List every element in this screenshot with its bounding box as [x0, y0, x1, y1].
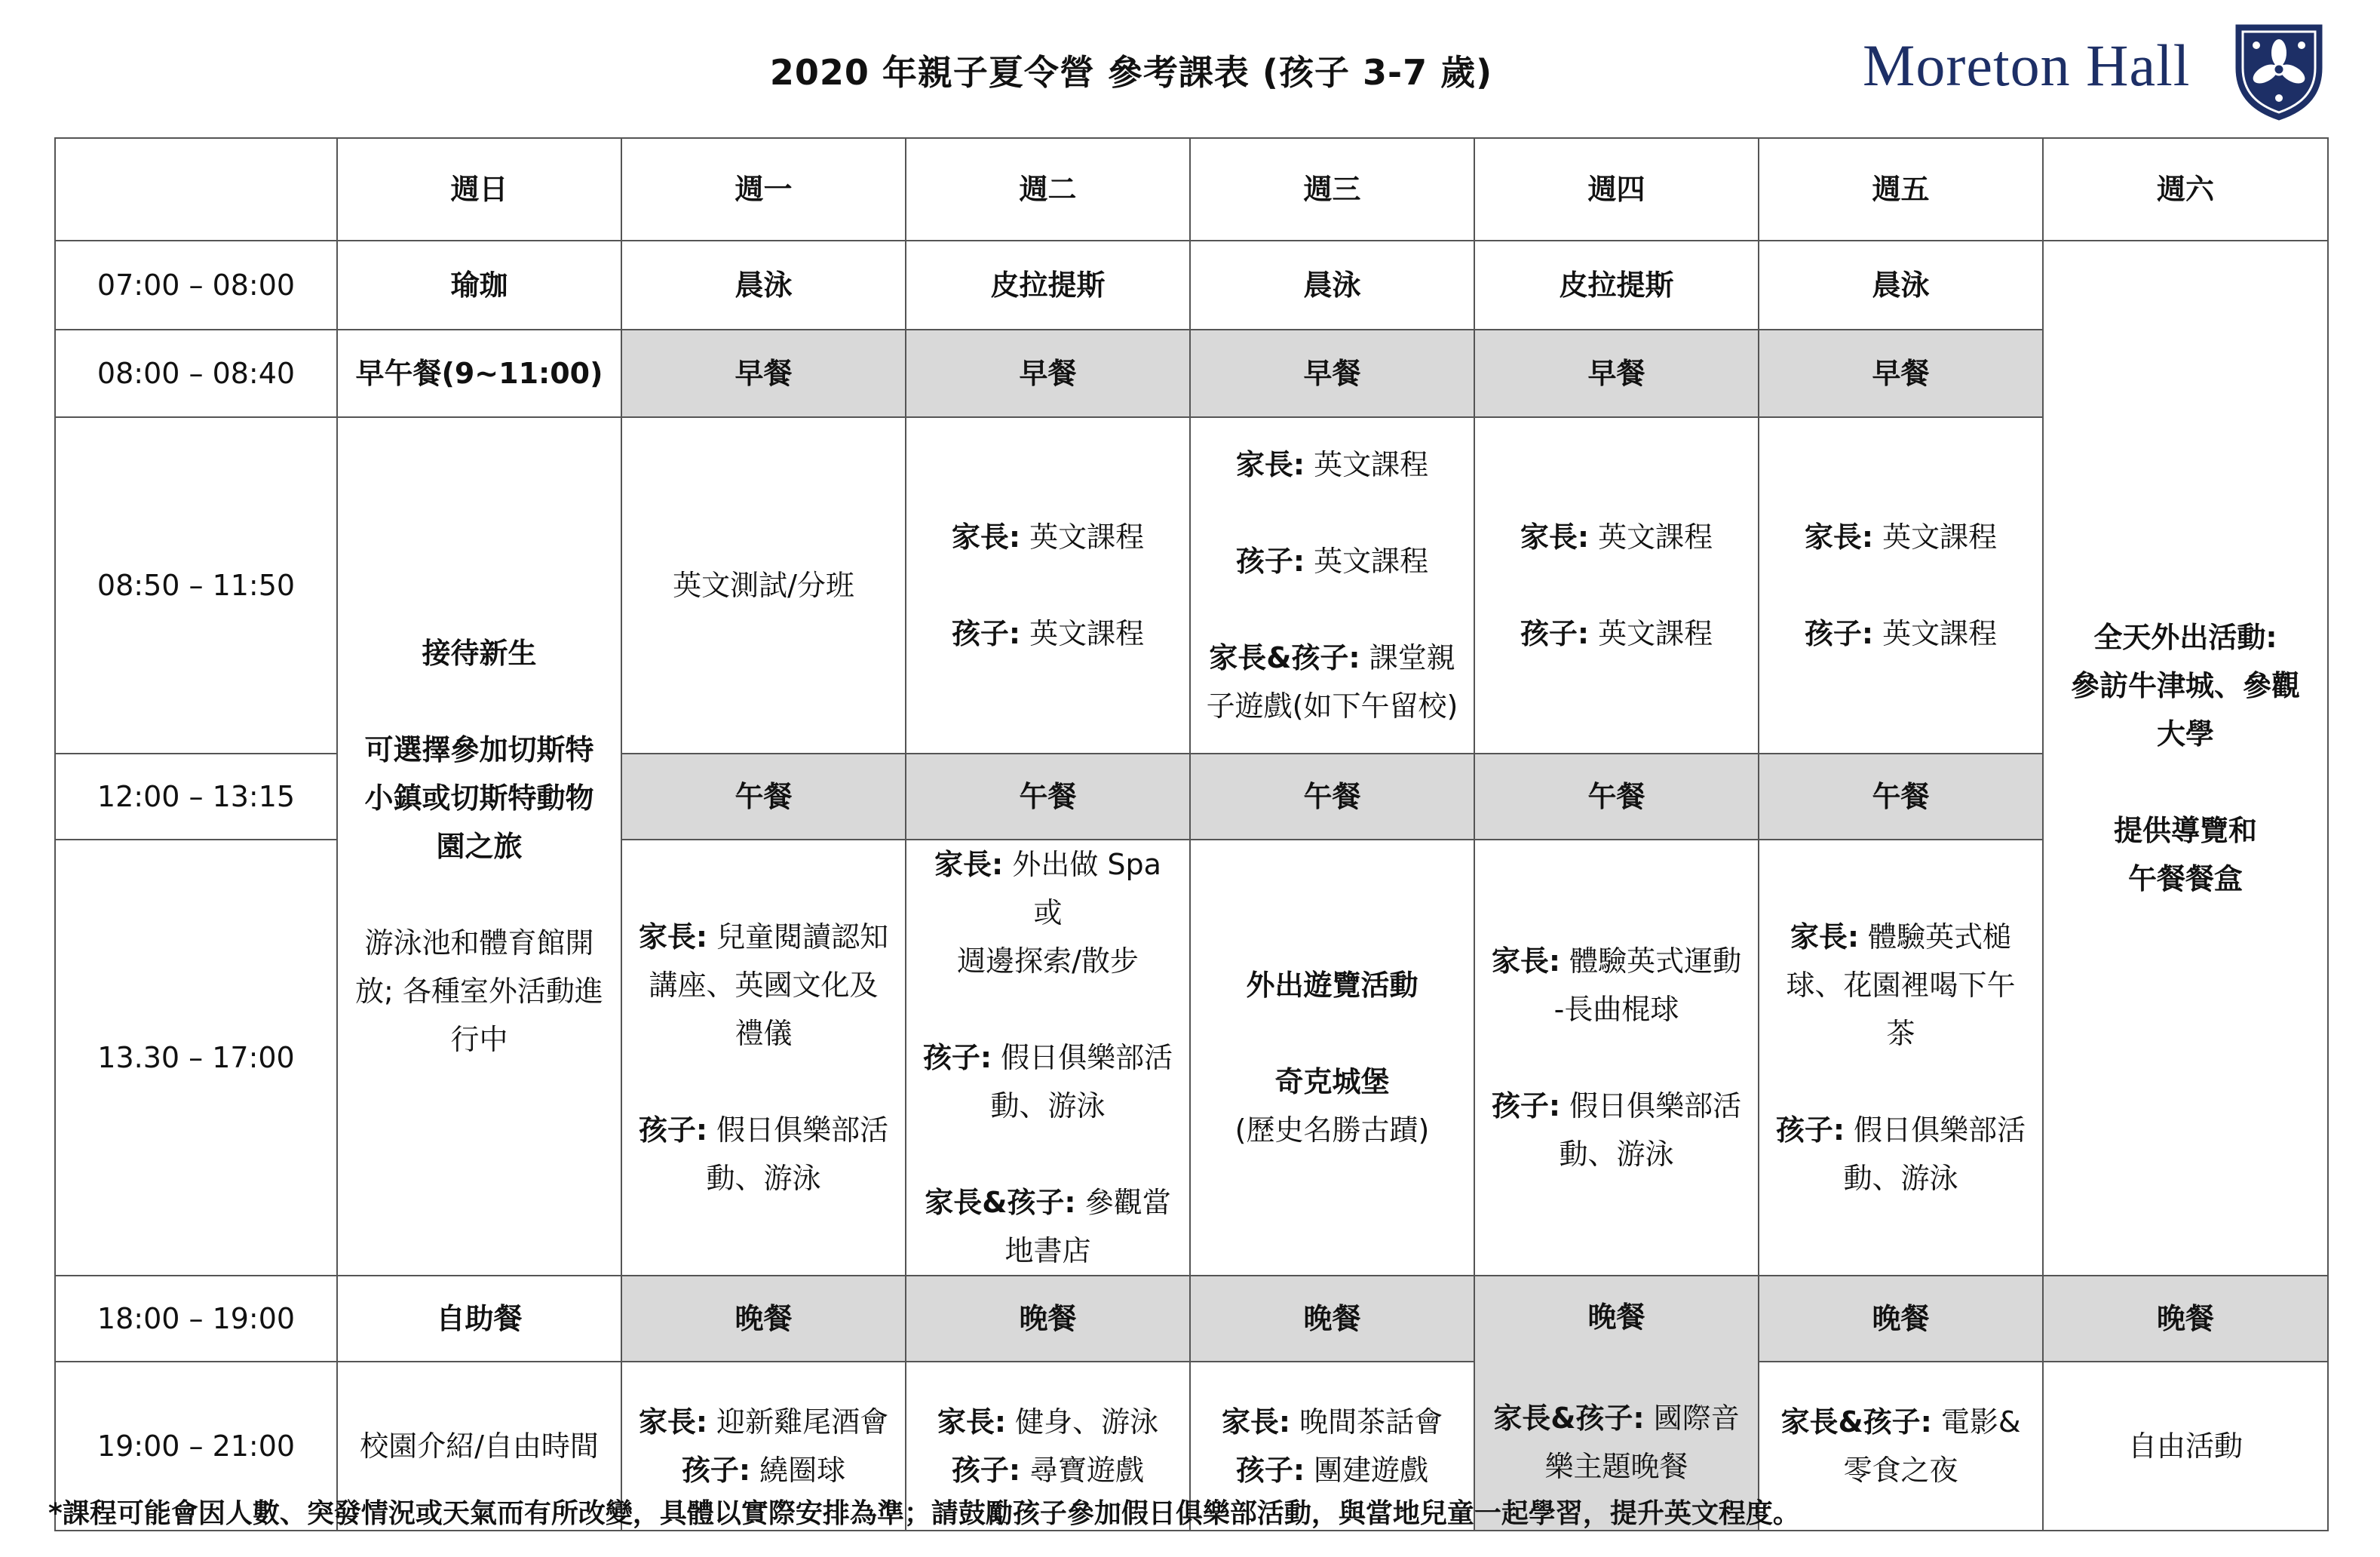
footnote: *課程可能會因人數、突發情況或天氣而有所改變，具體以實際安排為準；請鼓勵孩子參加假日俱樂部活動，與當地兒童一起學習，提升英文程度。: [48, 1498, 1800, 1529]
activity-text: 英文課程: [1305, 448, 1429, 481]
child-label: 孩子:: [681, 1454, 751, 1487]
activity-text: 假日俱樂部活: [992, 1041, 1173, 1074]
meal-cell: 早餐: [1190, 330, 1474, 417]
activity-text: 零食之夜: [1843, 1454, 1958, 1487]
activity-cell: [1474, 417, 1759, 754]
activity-text: 地書店: [1004, 1234, 1091, 1267]
cell-line: 游泳池和體育館開: [364, 926, 594, 960]
activity-text: 茶: [1886, 1017, 1915, 1050]
time-cell: 13.30 – 17:00: [55, 840, 337, 1276]
activity-text: 動、游泳: [706, 1162, 821, 1195]
cell-line: 參訪牛津城、參觀: [2070, 669, 2300, 702]
activity-cell: [906, 417, 1190, 754]
activity-cell: [621, 840, 906, 1276]
activity-text: 英文課程: [1020, 617, 1145, 650]
child-label: 孩子:: [1491, 1089, 1561, 1122]
meal-cell: 晚餐: [2043, 1276, 2328, 1362]
day-header: 週一: [621, 138, 906, 241]
activity-text: 兒童閱讀認知: [707, 920, 889, 954]
meal-cell: 午餐: [1759, 754, 2043, 840]
activity-text: -長曲棍球: [1553, 993, 1679, 1026]
table-row: [55, 241, 2328, 330]
activity-cell: [1474, 840, 1759, 1276]
meal-cell: 午餐: [906, 754, 1190, 840]
header-row: [55, 138, 2328, 241]
parent-label: 家長:: [1804, 521, 1874, 554]
both-label: 家長&孩子:: [1780, 1405, 1932, 1439]
activity-text: 英文課程: [1589, 521, 1713, 554]
activity-cell: 晨泳: [621, 241, 906, 330]
parent-label: 家長:: [1790, 920, 1860, 954]
activity-text: 繞圈球: [750, 1454, 846, 1487]
activity-text: 參觀當: [1075, 1186, 1171, 1219]
activity-cell: [1190, 417, 1474, 754]
time-cell: 18:00 – 19:00: [55, 1276, 337, 1362]
parent-label: 家長:: [934, 848, 1004, 881]
activity-cell: 皮拉提斯: [1474, 241, 1759, 330]
brunch-cell: 早午餐(9~11:00): [337, 330, 621, 417]
child-label: 孩子:: [951, 617, 1021, 650]
page-title: 2020 年親子夏令營 參考課表 (孩子 3-7 歲): [769, 52, 1493, 93]
cell-line: 全天外出活動:: [2093, 621, 2277, 654]
schedule-table: [54, 137, 2329, 1531]
activity-cell: 晨泳: [1190, 241, 1474, 330]
activity-text: 球、花園裡喝下午: [1786, 969, 2016, 1002]
day-header: 週日: [337, 138, 621, 241]
activity-text: 動、游泳: [990, 1089, 1106, 1122]
child-label: 孩子:: [1520, 617, 1590, 650]
activity-text: 迎新雞尾酒會: [707, 1405, 889, 1439]
day-header: 週六: [2043, 138, 2328, 241]
activity-cell: [906, 840, 1190, 1276]
activity-cell: [1190, 840, 1474, 1276]
activity-text: 晚間茶話會: [1290, 1405, 1443, 1439]
meal-cell: 早餐: [1474, 330, 1759, 417]
day-header: 週四: [1474, 138, 1759, 241]
child-label: 孩子:: [1235, 1454, 1305, 1487]
child-label: 孩子:: [1775, 1113, 1845, 1147]
activity-text: 英文課程: [1873, 617, 1998, 650]
activity-cell: 皮拉提斯: [906, 241, 1190, 330]
cell-line: 可選擇參加切斯特: [364, 733, 594, 766]
child-label: 孩子:: [951, 1454, 1021, 1487]
day-header: 週二: [906, 138, 1190, 241]
time-cell: 08:50 – 11:50: [55, 417, 337, 754]
child-label: 孩子:: [1235, 545, 1305, 578]
activity-text: 電影&: [1931, 1405, 2021, 1439]
meal-cell: 晚餐: [621, 1276, 906, 1362]
meal-cell: 早餐: [1759, 330, 2043, 417]
activity-text: 英文課程: [1020, 521, 1145, 554]
meal-text: 晚餐: [1587, 1301, 1645, 1334]
activity-text: 國際音: [1644, 1402, 1740, 1435]
both-label: 家長&孩子:: [1209, 641, 1360, 674]
both-label: 家長&孩子:: [925, 1186, 1076, 1219]
meal-cell: 晚餐: [1759, 1276, 2043, 1362]
table-row: [55, 1276, 2328, 1362]
activity-text: 子遊戲(如下午留校): [1206, 689, 1458, 723]
parent-label: 家長:: [951, 521, 1021, 554]
meal-cell: 午餐: [1474, 754, 1759, 840]
school-crest-icon: [2234, 23, 2324, 121]
time-cell: 12:00 – 13:15: [55, 754, 337, 840]
cell-line: 午餐餐盒: [2127, 862, 2243, 895]
parent-label: 家長:: [1520, 521, 1590, 554]
child-label: 孩子:: [1804, 617, 1874, 650]
activity-text: 假日俱樂部活: [707, 1113, 889, 1147]
cell-line: 大學: [2156, 717, 2214, 751]
meal-cell: 晚餐: [1190, 1276, 1474, 1362]
cell-line: 行中: [450, 1023, 508, 1056]
meal-cell: 早餐: [621, 330, 906, 417]
activity-text: 假日俱樂部活: [1845, 1113, 2026, 1147]
cell-line: 園之旅: [436, 830, 523, 863]
table-row: [55, 417, 2328, 754]
activity-text: 體驗英式槌: [1859, 920, 2012, 954]
cell-line: 小鎮或切斯特動物: [364, 782, 594, 815]
activity-text: 講座、英國文化及: [649, 969, 879, 1002]
activity-text: 英文課程: [1305, 545, 1429, 578]
parent-label: 家長:: [1235, 448, 1305, 481]
activity-cell: 瑜珈: [337, 241, 621, 330]
activity-text: 課堂親: [1360, 641, 1455, 674]
activity-text: 外出遊覽活動: [1246, 969, 1418, 1002]
activity-text: 健身、游泳: [1006, 1405, 1159, 1439]
activity-cell: [1759, 417, 2043, 754]
sunday-arrival-cell: [337, 417, 621, 1276]
activity-text: (歷史名勝古蹟): [1234, 1113, 1430, 1147]
parent-label: 家長:: [638, 1405, 708, 1439]
school-logo-text: Moreton Hall: [1863, 32, 2191, 98]
parent-label: 家長:: [1491, 944, 1561, 978]
activity-cell: 校園介紹/自由時間: [337, 1362, 621, 1531]
activity-text: 樂主題晚餐: [1544, 1450, 1688, 1483]
activity-text: 動、游泳: [1559, 1138, 1674, 1171]
activity-text: 動、游泳: [1843, 1162, 1958, 1195]
meal-cell: 午餐: [621, 754, 906, 840]
parent-label: 家長:: [1221, 1405, 1291, 1439]
activity-text: 奇克城堡: [1274, 1065, 1390, 1098]
activity-cell: [1759, 1362, 2043, 1531]
table-row: [55, 330, 2328, 417]
meal-cell: 晚餐: [906, 1276, 1190, 1362]
buffet-cell: 自助餐: [337, 1276, 621, 1362]
activity-text: 尋寶遊戲: [1020, 1454, 1145, 1487]
activity-cell: [1759, 840, 2043, 1276]
cell-line: 放; 各種室外活動進: [355, 975, 603, 1008]
parent-label: 家長:: [638, 920, 708, 954]
activity-text: 週邊探索/散步: [957, 944, 1139, 978]
activity-cell: 晨泳: [1759, 241, 2043, 330]
activity-text: 英文課程: [1873, 521, 1998, 554]
activity-text: 禮儀: [735, 1017, 793, 1050]
activity-text: 體驗英式運動: [1560, 944, 1742, 978]
activity-cell: 自由活動: [2043, 1362, 2328, 1531]
activity-text: 外出做 Spa 或: [1003, 848, 1161, 929]
meal-cell: 早餐: [906, 330, 1190, 417]
parent-label: 家長:: [937, 1405, 1007, 1439]
activity-text: 假日俱樂部活: [1560, 1089, 1742, 1122]
activity-cell: 英文測試/分班: [621, 417, 906, 754]
saturday-trip-cell: [2043, 241, 2328, 1276]
child-label: 孩子:: [638, 1113, 708, 1147]
activity-text: 英文課程: [1589, 617, 1713, 650]
time-cell: 07:00 – 08:00: [55, 241, 337, 330]
both-label: 家長&孩子:: [1493, 1402, 1645, 1435]
day-header: 週五: [1759, 138, 2043, 241]
cell-line: 提供導覽和: [2113, 814, 2257, 847]
time-cell: 19:00 – 21:00: [55, 1362, 337, 1531]
day-header: 週三: [1190, 138, 1474, 241]
meal-cell: 午餐: [1190, 754, 1474, 840]
time-cell: 08:00 – 08:40: [55, 330, 337, 417]
activity-text: 團建遊戲: [1305, 1454, 1429, 1487]
child-label: 孩子:: [922, 1041, 992, 1074]
corner-cell: [55, 138, 337, 241]
cell-line: 接待新生: [422, 637, 537, 670]
